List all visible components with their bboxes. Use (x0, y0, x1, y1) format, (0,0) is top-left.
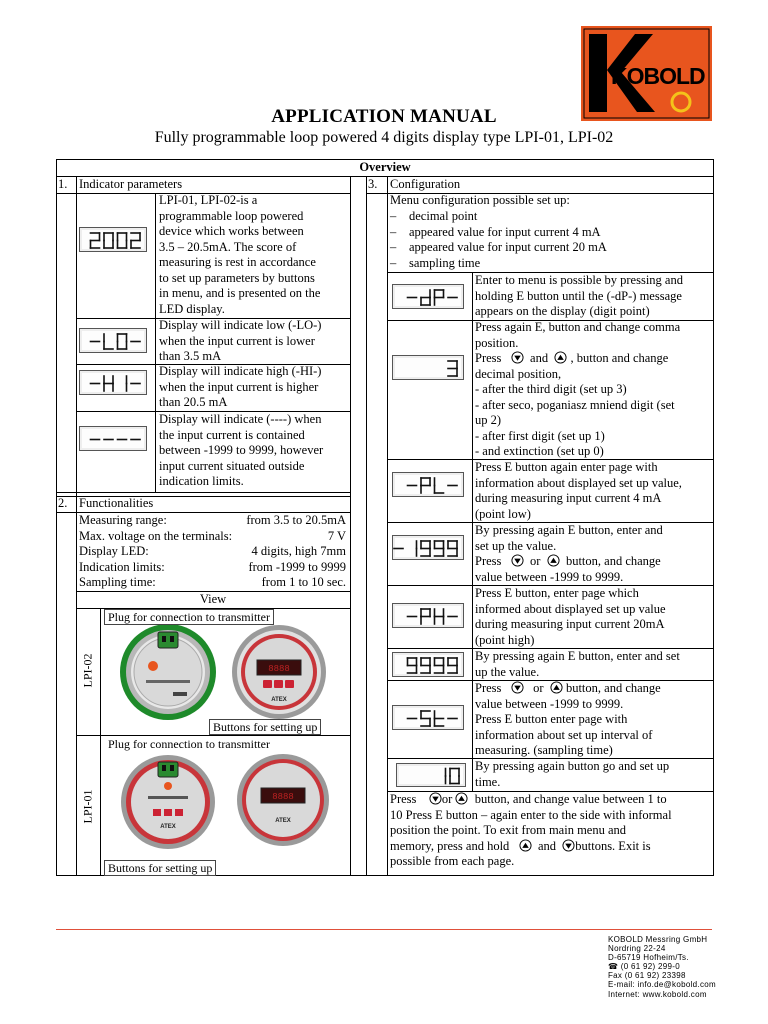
spec-label: Indication limits: (79, 559, 165, 574)
spec-value: 7 V (327, 528, 346, 543)
plug-label-lpi02: Plug for connection to transmitter (104, 609, 274, 625)
up-button-icon (547, 554, 560, 567)
dash-bullet: – (390, 209, 397, 223)
up-button-icon (550, 681, 563, 694)
up-button-icon (554, 351, 567, 364)
config-text-line: decimal position, (475, 366, 562, 381)
section2-title: Functionalities (79, 496, 154, 510)
config-text-line: 10 Press E button – again enter to the side with informal (390, 807, 672, 822)
lcd-display-1999 (392, 535, 464, 560)
up-button-icon (455, 792, 468, 805)
lpi01-device-front-photo (118, 752, 218, 852)
config-text-line: value between -1999 to 9999. (475, 696, 624, 711)
indicator-text-line: programmable loop powered (159, 208, 304, 223)
spec-value: 4 digits, high 7mm (251, 544, 346, 558)
indicator-text-1 (159, 318, 321, 365)
svg-text:ATEX: ATEX (271, 697, 287, 703)
spec-value: from 1 to 10 sec. (261, 575, 346, 589)
footer-rule (56, 929, 712, 930)
lcd-display-dashes (79, 426, 147, 451)
config-text-line: appears on the display (digit point) (475, 304, 650, 318)
indicator-text-line: 3.5 – 20.5mA. The score of (159, 239, 297, 254)
svg-text:ATEX: ATEX (275, 818, 291, 824)
config-text-line: holding E button until the (-dP-) message (475, 288, 682, 303)
page-title: APPLICATION MANUAL (271, 106, 497, 127)
press-line (390, 792, 672, 808)
spec-label: Sampling time: (79, 575, 156, 589)
up-button-icon (519, 839, 532, 852)
svg-text:ATEX: ATEX (160, 824, 176, 830)
indicator-text-line: than 3.5 mA (159, 349, 222, 363)
config-text-inline: buttons. Exit is (575, 838, 651, 853)
section3-title: Configuration (390, 177, 461, 191)
or-word: or (441, 792, 453, 806)
lpi01-device-display-photo (235, 752, 331, 848)
config-text-line: Press E button enter page with (475, 712, 628, 726)
config-text-line: up 2) (475, 413, 502, 427)
spec-label: Display LED: (79, 544, 149, 558)
config-list-item: appeared value for input current 4 mA (409, 224, 601, 239)
indicator-text-line: than 20.5 mA (159, 395, 228, 409)
dash-bullet: – (390, 224, 397, 239)
press-word: Press (390, 792, 417, 806)
lcd-display-9999 (392, 652, 464, 677)
down-button-icon (429, 792, 442, 805)
down-button-icon (562, 839, 575, 852)
config-text-inline: button, and change (565, 554, 661, 568)
config-text-line: Press again E, button and change comma (475, 320, 681, 334)
indicator-text-line: indication limits. (159, 474, 244, 488)
config-text-line: - after seco, poganiasz mniend digit (set (475, 397, 675, 412)
logo-text: KOBOLD (611, 63, 705, 89)
config-text-inline: button, and change (565, 681, 661, 695)
indicator-text-line: Display will indicate (----) when (159, 412, 322, 426)
config-text-line: informed about displayed set up value (475, 601, 666, 616)
footer-line-text: Internet: www.kobold.com (608, 989, 707, 999)
footer-line-text: KOBOLD Messring GmbH (608, 935, 708, 944)
press-word: Press (475, 554, 502, 568)
footer-line-text: Fax (0 61 92) 23398 (608, 971, 686, 981)
indicator-text-line: when the input current is lower (159, 333, 315, 348)
config-text-line: Enter to menu is possible by pressing and (475, 273, 683, 287)
config-text-line: position. (475, 335, 519, 350)
config-text-inline: button, and change value between 1 to (474, 792, 667, 806)
lpi02-label: LPI-02 (80, 653, 95, 688)
indicator-text-line: between -1999 to 9999, however (159, 443, 324, 457)
lpi01-label: LPI-01 (80, 789, 95, 824)
press-word: Press (475, 681, 502, 695)
view-title: View (199, 592, 227, 606)
page-subtitle: Fully programmable loop powered 4 digits display type LPI-01, LPI-02 (154, 129, 614, 146)
press-line (475, 351, 680, 367)
config-text-ph (475, 586, 666, 648)
indicator-text-line: measuring is rest in accordance (159, 255, 316, 269)
config-text-dp (475, 273, 683, 320)
lcd-display-st (392, 705, 464, 730)
config-text-line: Press E button, enter page which (475, 586, 639, 600)
indicator-text-line: device which works between (159, 224, 304, 238)
lcd-display-2002 (79, 227, 147, 252)
indicator-text-line: LPI-01, LPI-02-is a (159, 193, 258, 207)
config-text-inline: , button and change (570, 351, 669, 365)
press-word: Press (475, 351, 502, 365)
config-list-item: sampling time (409, 255, 481, 270)
config-text-value-low (475, 523, 663, 585)
and-word: and (537, 838, 556, 853)
config-text-line: information about displayed set up value, (475, 475, 682, 490)
config-text-line: (point high) (475, 632, 535, 647)
indicator-text-line: LED display. (159, 301, 225, 316)
and-word: and (530, 351, 549, 365)
spec-value: from -1999 to 9999 (248, 559, 346, 574)
spec-value: from 3.5 to 20.5mA (246, 513, 346, 527)
section1-title: Indicator parameters (79, 177, 183, 191)
section2-number: 2. (58, 496, 68, 510)
config-text-line: position the point. To exit from main menu and (390, 823, 627, 837)
config-text-line: measuring. (sampling time) (475, 743, 613, 757)
indicator-text-line: to set up parameters by buttons (159, 270, 315, 285)
or-word: or (530, 554, 541, 568)
footer-address (608, 935, 716, 999)
config-text-time (475, 759, 669, 790)
indicator-text-line: input current situated outside (159, 458, 305, 473)
config-text-line: By pressing again E button, enter and (475, 523, 663, 537)
config-text-final (390, 792, 672, 870)
spec-label: Measuring range: (79, 513, 167, 527)
indicator-text-0 (159, 193, 320, 317)
buttons-label-lpi01: Buttons for setting up (104, 860, 216, 876)
config-text-line: during measuring input current 20mA (475, 617, 665, 631)
footer-line-text: E-mail: info.de@kobold.com (608, 980, 716, 990)
lcd-display-dp (392, 284, 464, 309)
indicator-text-line: Display will indicate low (-LO-) (159, 318, 322, 332)
config-text-line: value between -1999 to 9999. (475, 569, 624, 584)
press-line (475, 681, 661, 697)
down-button-icon (511, 681, 524, 694)
lpi02-device-front-photo (118, 622, 218, 722)
indicator-text-line: in menu, and is presented on the (159, 286, 321, 300)
indicator-text-2 (159, 364, 321, 411)
config-intro: Menu configuration possible set up: (390, 193, 570, 207)
footer-line-text: Nordring 22-24 (608, 944, 666, 954)
config-text-line: set up the value. (475, 538, 557, 553)
config-text-inline: memory, press and hold (390, 838, 510, 853)
config-text-line: up the value. (475, 664, 540, 679)
svg-text:8888: 8888 (272, 792, 294, 802)
lcd-display-ph (392, 603, 464, 628)
section1-number: 1. (58, 177, 68, 191)
config-text-line: during measuring input current 4 mA (475, 491, 662, 505)
lpi02-device-display-photo (230, 623, 328, 721)
config-text-line: By pressing again button go and set up (475, 759, 670, 773)
lcd-display-hi (79, 370, 147, 395)
or-word: or (533, 681, 544, 695)
config-text-line: - after first digit (set up 1) (475, 428, 605, 443)
config-list-item: appeared value for input current 20 mA (409, 240, 607, 254)
config-text-line: time. (475, 774, 501, 789)
config-list-item: decimal point (409, 209, 478, 223)
footer-line-text: D-65719 Hofheim/Ts. (608, 953, 689, 963)
plug-label-lpi01: Plug for connection to transmitter (104, 736, 274, 752)
svg-text:8888: 8888 (268, 664, 290, 674)
memory-line (390, 839, 672, 855)
lcd-display-pl (392, 472, 464, 497)
lcd-display-3 (392, 355, 464, 380)
indicator-text-line: the input current is contained (159, 427, 305, 442)
config-text-line: By pressing again E button, enter and set (475, 649, 680, 663)
config-text-sampling (475, 681, 661, 759)
config-text-line: information about set up interval of (475, 727, 653, 742)
indicator-text-3 (159, 412, 323, 490)
indicator-text-line: Display will indicate high (-HI-) (159, 364, 322, 378)
lcd-display-lo (79, 328, 147, 353)
section3-number: 3. (368, 177, 378, 191)
footer-line-text: ☎ (0 61 92) 299-0 (608, 962, 680, 972)
config-text-value-high (475, 649, 680, 680)
down-button-icon (511, 554, 524, 567)
config-text-line: (point low) (475, 506, 531, 521)
config-text-pl (475, 460, 682, 522)
config-text-line: - after the third digit (set up 3) (475, 382, 627, 396)
overview-title: Overview (359, 160, 411, 174)
indicator-text-line: when the input current is higher (159, 379, 319, 394)
config-text-line: Press E button again enter page with (475, 460, 658, 474)
config-text-line: possible from each page. (390, 854, 515, 868)
lcd-display-10 (396, 763, 466, 787)
press-line (475, 554, 663, 570)
down-button-icon (511, 351, 524, 364)
config-text-line: - and extinction (set up 0) (475, 444, 604, 458)
dash-bullet: – (390, 240, 397, 254)
dash-bullet: – (390, 255, 397, 270)
spec-label: Max. voltage on the terminals: (79, 528, 233, 543)
buttons-label-lpi02: Buttons for setting up (209, 719, 321, 735)
config-text-decimal (475, 320, 680, 460)
